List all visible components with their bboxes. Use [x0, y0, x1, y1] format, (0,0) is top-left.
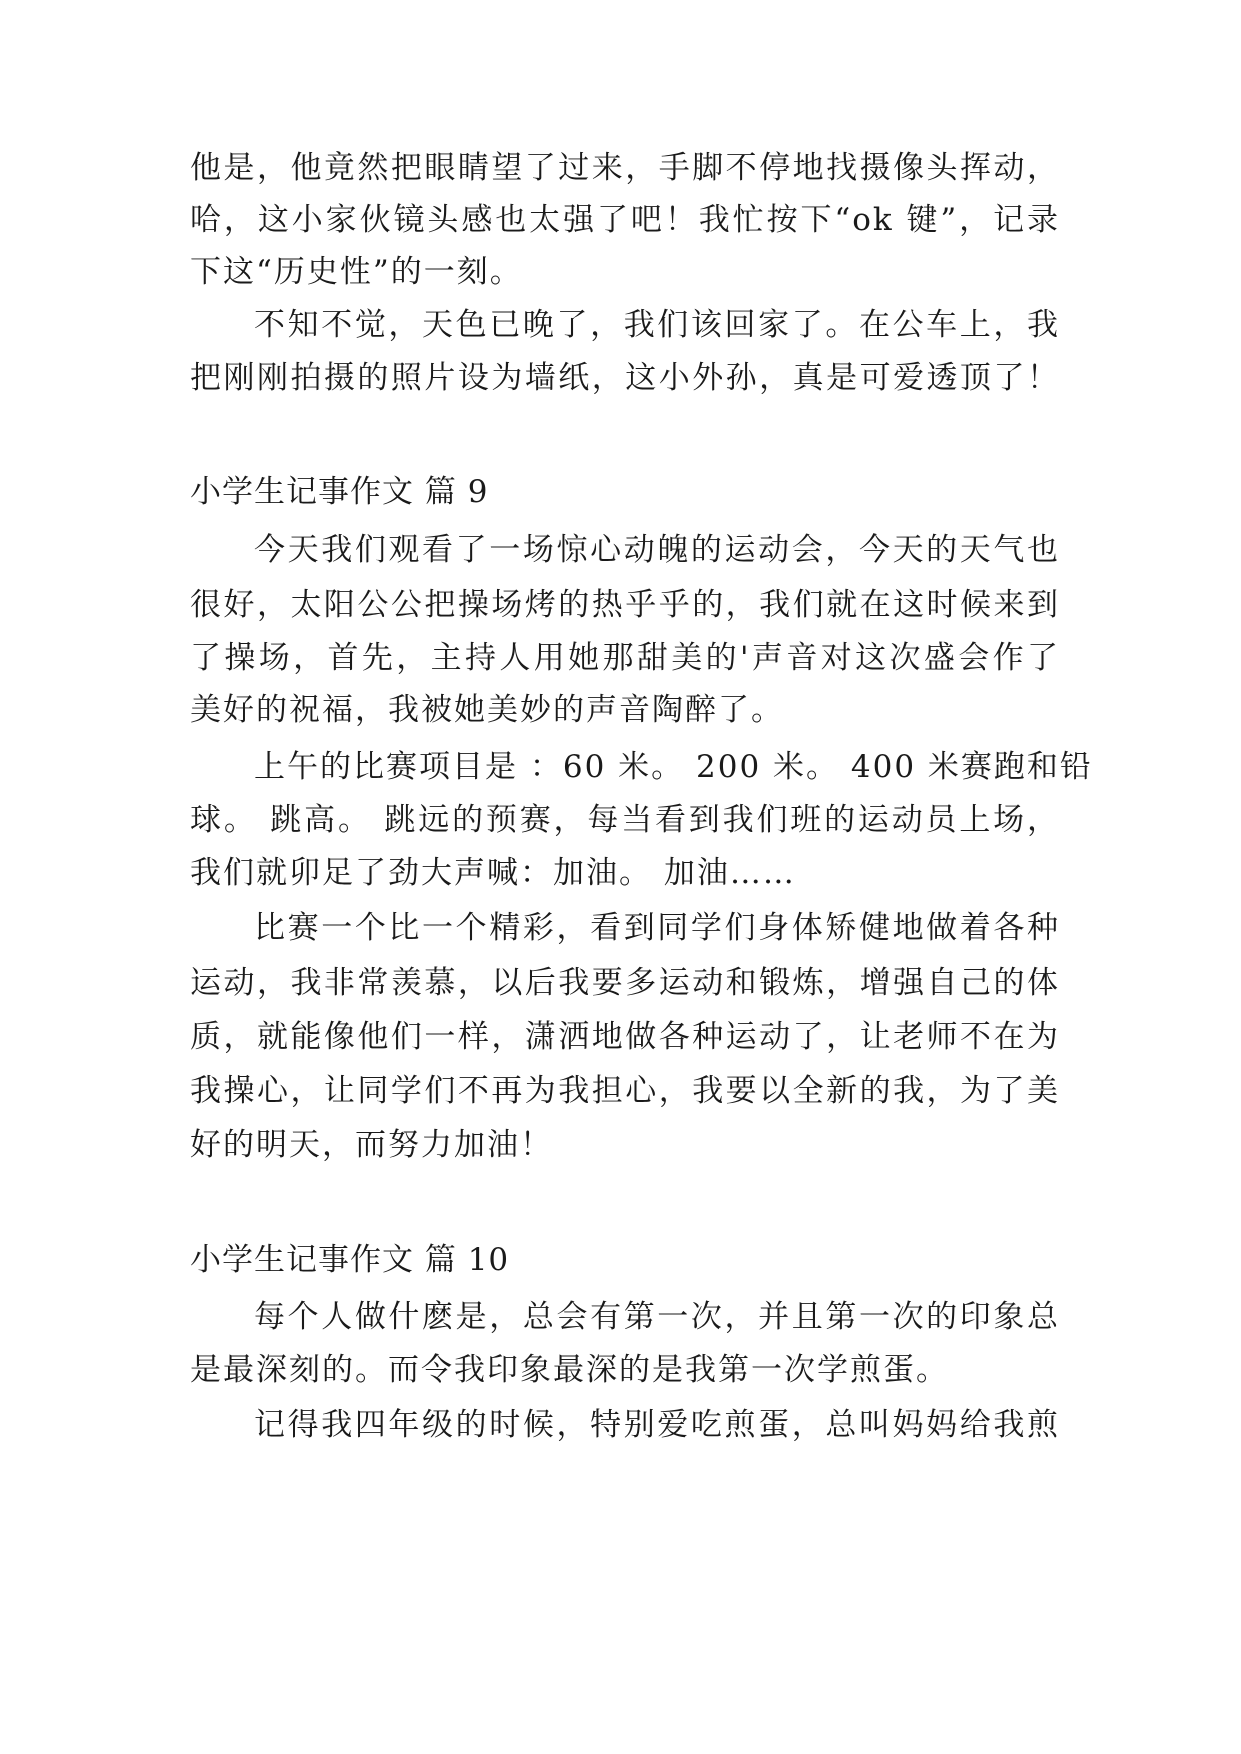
- paragraph-line: 上午的比赛项目是 ：60 米。 200 米。 400 米赛跑和铅: [254, 749, 1093, 785]
- paragraph-line: 美好的祝福，我被她美妙的声音陶醉了。: [190, 692, 784, 728]
- paragraph-line: 我操心，让同学们不再为我担心，我要以全新的我，为了美: [190, 1073, 1060, 1109]
- paragraph-line: 下这“历史性”的一刻。: [190, 254, 523, 290]
- section-heading: 小学生记事作文 篇 9: [190, 474, 489, 510]
- paragraph-line: 了操场，首先，主持人用她那甜美的'声音对这次盛会作了: [190, 640, 1060, 676]
- paragraph-line: 不知不觉，天色已晚了，我们该回家了。在公车上，我: [254, 307, 1060, 343]
- paragraph-line: 运动，我非常羡慕，以后我要多运动和锻炼，增强自己的体: [190, 965, 1060, 1001]
- paragraph-line: 质，就能像他们一样，潇洒地做各种运动了，让老师不在为: [190, 1019, 1060, 1055]
- paragraph-line: 今天我们观看了一场惊心动魄的运动会，今天的天气也: [254, 532, 1060, 568]
- paragraph-line: 把刚刚拍摄的照片设为墙纸，这小外孙，真是可爱透顶了！: [190, 360, 1060, 396]
- paragraph-line: 比赛一个比一个精彩，看到同学们身体矫健地做着各种: [254, 910, 1060, 946]
- paragraph-line: 是最深刻的。而令我印象最深的是我第一次学煎蛋。: [190, 1352, 949, 1388]
- paragraph-line: 很好，太阳公公把操场烤的热乎乎的，我们就在这时候来到: [190, 587, 1060, 623]
- paragraph-line: 哈，这小家伙镜头感也太强了吧！我忙按下“ok 键”，记录: [190, 202, 1060, 238]
- paragraph-line: 他是，他竟然把眼睛望了过来，手脚不停地找摄像头挥动，: [190, 150, 1060, 186]
- paragraph-line: 记得我四年级的时候，特别爱吃煎蛋，总叫妈妈给我煎: [254, 1407, 1060, 1443]
- section-heading: 小学生记事作文 篇 10: [190, 1242, 510, 1278]
- paragraph-line: 球。 跳高。 跳远的预赛，每当看到我们班的运动员上场，: [190, 802, 1060, 838]
- paragraph-line: 我们就卯足了劲大声喊：加油。 加油……: [190, 855, 796, 891]
- paragraph-line: 好的明天，而努力加油！: [190, 1127, 553, 1163]
- paragraph-line: 每个人做什麽是，总会有第一次，并且第一次的印象总: [254, 1299, 1060, 1335]
